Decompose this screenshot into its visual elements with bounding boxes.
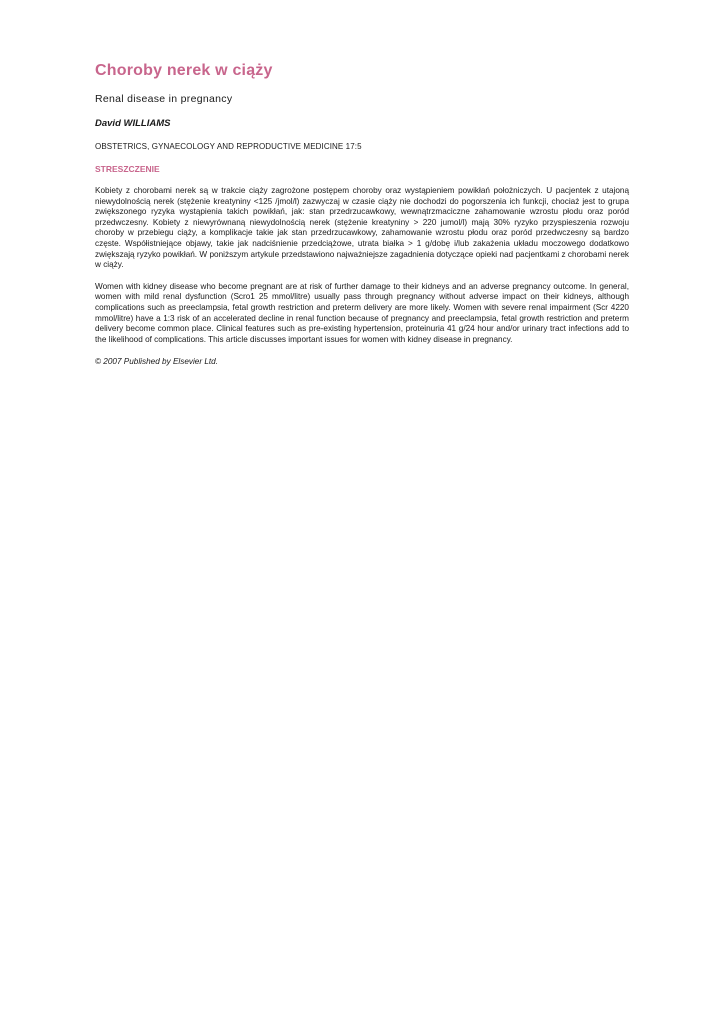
article-title: Choroby nerek w ciąży (95, 62, 273, 79)
copyright-notice: © 2007 Published by Elsevier Ltd. (95, 357, 219, 367)
abstract-heading: STRESZCZENIE (95, 164, 160, 174)
abstract-english: Women with kidney disease who become pregnant are at risk of further damage to their kidneys and an adverse pregnancy outcome. In general, women with mild renal dysfunction (Scro1 25 mmol/litre) usually pass through pregnancy without adverse impact on their kidneys, although complications such as preeclampsia, fetal growth restriction and preterm delivery are more likely. Women with severe renal impairment (Scr 4220 mmol/litre) have a 1:3 risk of an accelerated decline in renal function because of pregnancy and preeclampsia, fetal growth restriction and preterm delivery become common place. Clinical features such as pre-existing hypertension, proteinuria 41 g/24 hour and/or urinary tract infections add to the likelihood of complications. This article discusses important issues for women with kidney disease in pregnancy. (95, 281, 629, 344)
article-subtitle: Renal disease in pregnancy (95, 93, 233, 105)
article-author: David WILLIAMS (95, 118, 171, 129)
journal-reference: OBSTETRICS, GYNAECOLOGY AND REPRODUCTIVE MEDICINE 17:5 (95, 142, 362, 151)
abstract-polish: Kobiety z chorobami nerek są w trakcie ciąży zagrożone postępem choroby oraz wystąpieniem powikłań położniczych. U pacjentek z utajoną niewydolnością nerek (stężenie kreatyniny <125 /jmol/l) zazwyczaj w czasie ciąży nie dochodzi do pogorszenia ich funkcji, chociaż jest to grupa zwiększonego ryzyka wystąpienia takich powikłań, jak: stan przedrzucawkowy, wewnątrzmaciczne zahamowanie wzrostu płodu oraz poród przedwczesny. Kobiety z niewyrównaną niewydolnością nerek (stężenie kreatyniny > 220 jumol/l) mają 30% ryzyko przyspieszenia rozwoju choroby w przebiegu ciąży, a komplikacje takie jak stan przedrzucawkowy, zahamowanie wzrostu płodu oraz poród przedwczesny są bardzo częste. Współistniejące objawy, takie jak nadciśnienie przedciążowe, utrata białka > 1 g/dobę i/lub zakażenia układu moczowego dodatkowo zwiększają ryzyko powikłań. W poniższym artykule przedstawiono najważniejsze zagadnienia dotyczące opieki nad pacjentkami z chorobami nerek w ciąży. (95, 186, 629, 270)
article-page (95, 60, 629, 367)
